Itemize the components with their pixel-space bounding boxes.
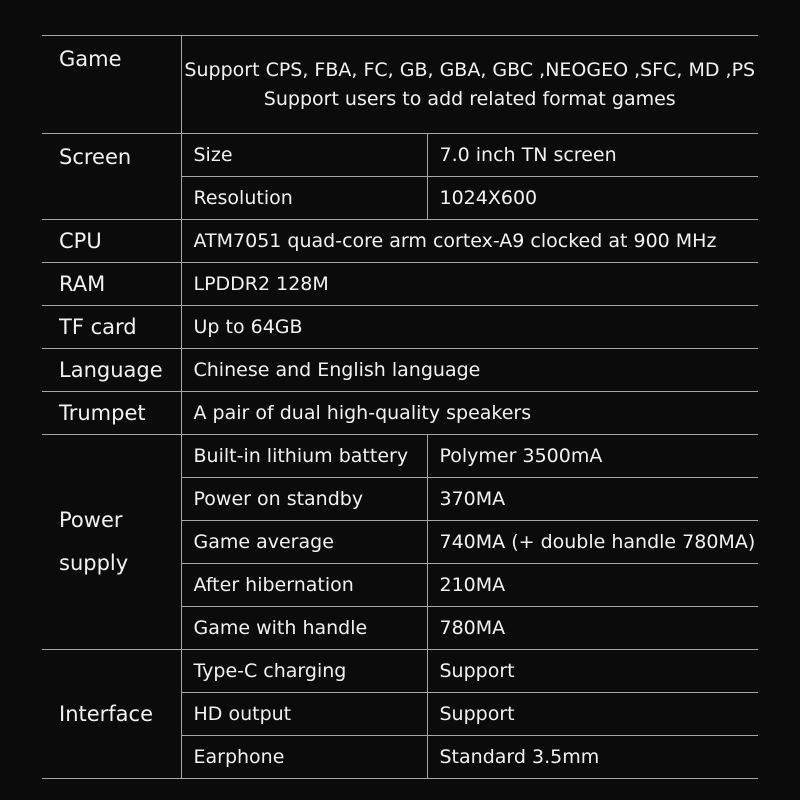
power-row-label: Game with handle: [181, 607, 427, 650]
interface-label: Interface: [42, 650, 181, 779]
game-custom-line: Support users to add related format games: [263, 87, 676, 110]
power-row-value: 740MA (+ double handle 780MA): [427, 521, 758, 564]
cpu-row: [42, 220, 758, 263]
trumpet-value: A pair of dual high-quality speakers: [181, 392, 758, 435]
power-row-value: 210MA: [427, 564, 758, 607]
language-label: Language: [42, 349, 181, 392]
game-support: [181, 36, 758, 134]
ram-row: [42, 263, 758, 306]
cpu-label: CPU: [42, 220, 181, 263]
interface-row-label: HD output: [181, 693, 427, 736]
ram-label: RAM: [42, 263, 181, 306]
game-label: Game: [42, 36, 181, 134]
screen-label: Screen: [42, 134, 181, 220]
ram-value: LPDDR2 128M: [181, 263, 758, 306]
power-row: [42, 435, 758, 478]
power-row-value: 780MA: [427, 607, 758, 650]
language-row: [42, 349, 758, 392]
screen-resolution-value: 1024X600: [427, 177, 758, 220]
cpu-value: ATM7051 quad-core arm cortex-A9 clocked at 900 MHz: [181, 220, 758, 263]
interface-row: [42, 650, 758, 693]
interface-row-value: Standard 3.5mm: [427, 736, 758, 779]
game-formats-line: Support CPS, FBA, FC, GB, GBA, GBC ,NEOGEO ,SFC, MD ,PS: [184, 58, 756, 81]
screen-size-label: Size: [181, 134, 427, 177]
trumpet-row: [42, 392, 758, 435]
power-row-label: Game average: [181, 521, 427, 564]
power-row-value: Polymer 3500mA: [427, 435, 758, 478]
spec-table: [42, 35, 758, 779]
power-row-label: Built-in lithium battery: [181, 435, 427, 478]
power-row-label: After hibernation: [181, 564, 427, 607]
tf-card-value: Up to 64GB: [181, 306, 758, 349]
interface-row-label: Type-C charging: [181, 650, 427, 693]
power-supply-label: Power supply: [42, 435, 181, 650]
power-row-label: Power on standby: [181, 478, 427, 521]
screen-size-row: [42, 134, 758, 177]
power-row-value: 370MA: [427, 478, 758, 521]
language-value: Chinese and English language: [181, 349, 758, 392]
tf-card-row: [42, 306, 758, 349]
screen-size-value: 7.0 inch TN screen: [427, 134, 758, 177]
game-row: [42, 36, 758, 134]
interface-row-value: Support: [427, 650, 758, 693]
tf-card-label: TF card: [42, 306, 181, 349]
screen-resolution-label: Resolution: [181, 177, 427, 220]
trumpet-label: Trumpet: [42, 392, 181, 435]
interface-row-value: Support: [427, 693, 758, 736]
interface-row-label: Earphone: [181, 736, 427, 779]
